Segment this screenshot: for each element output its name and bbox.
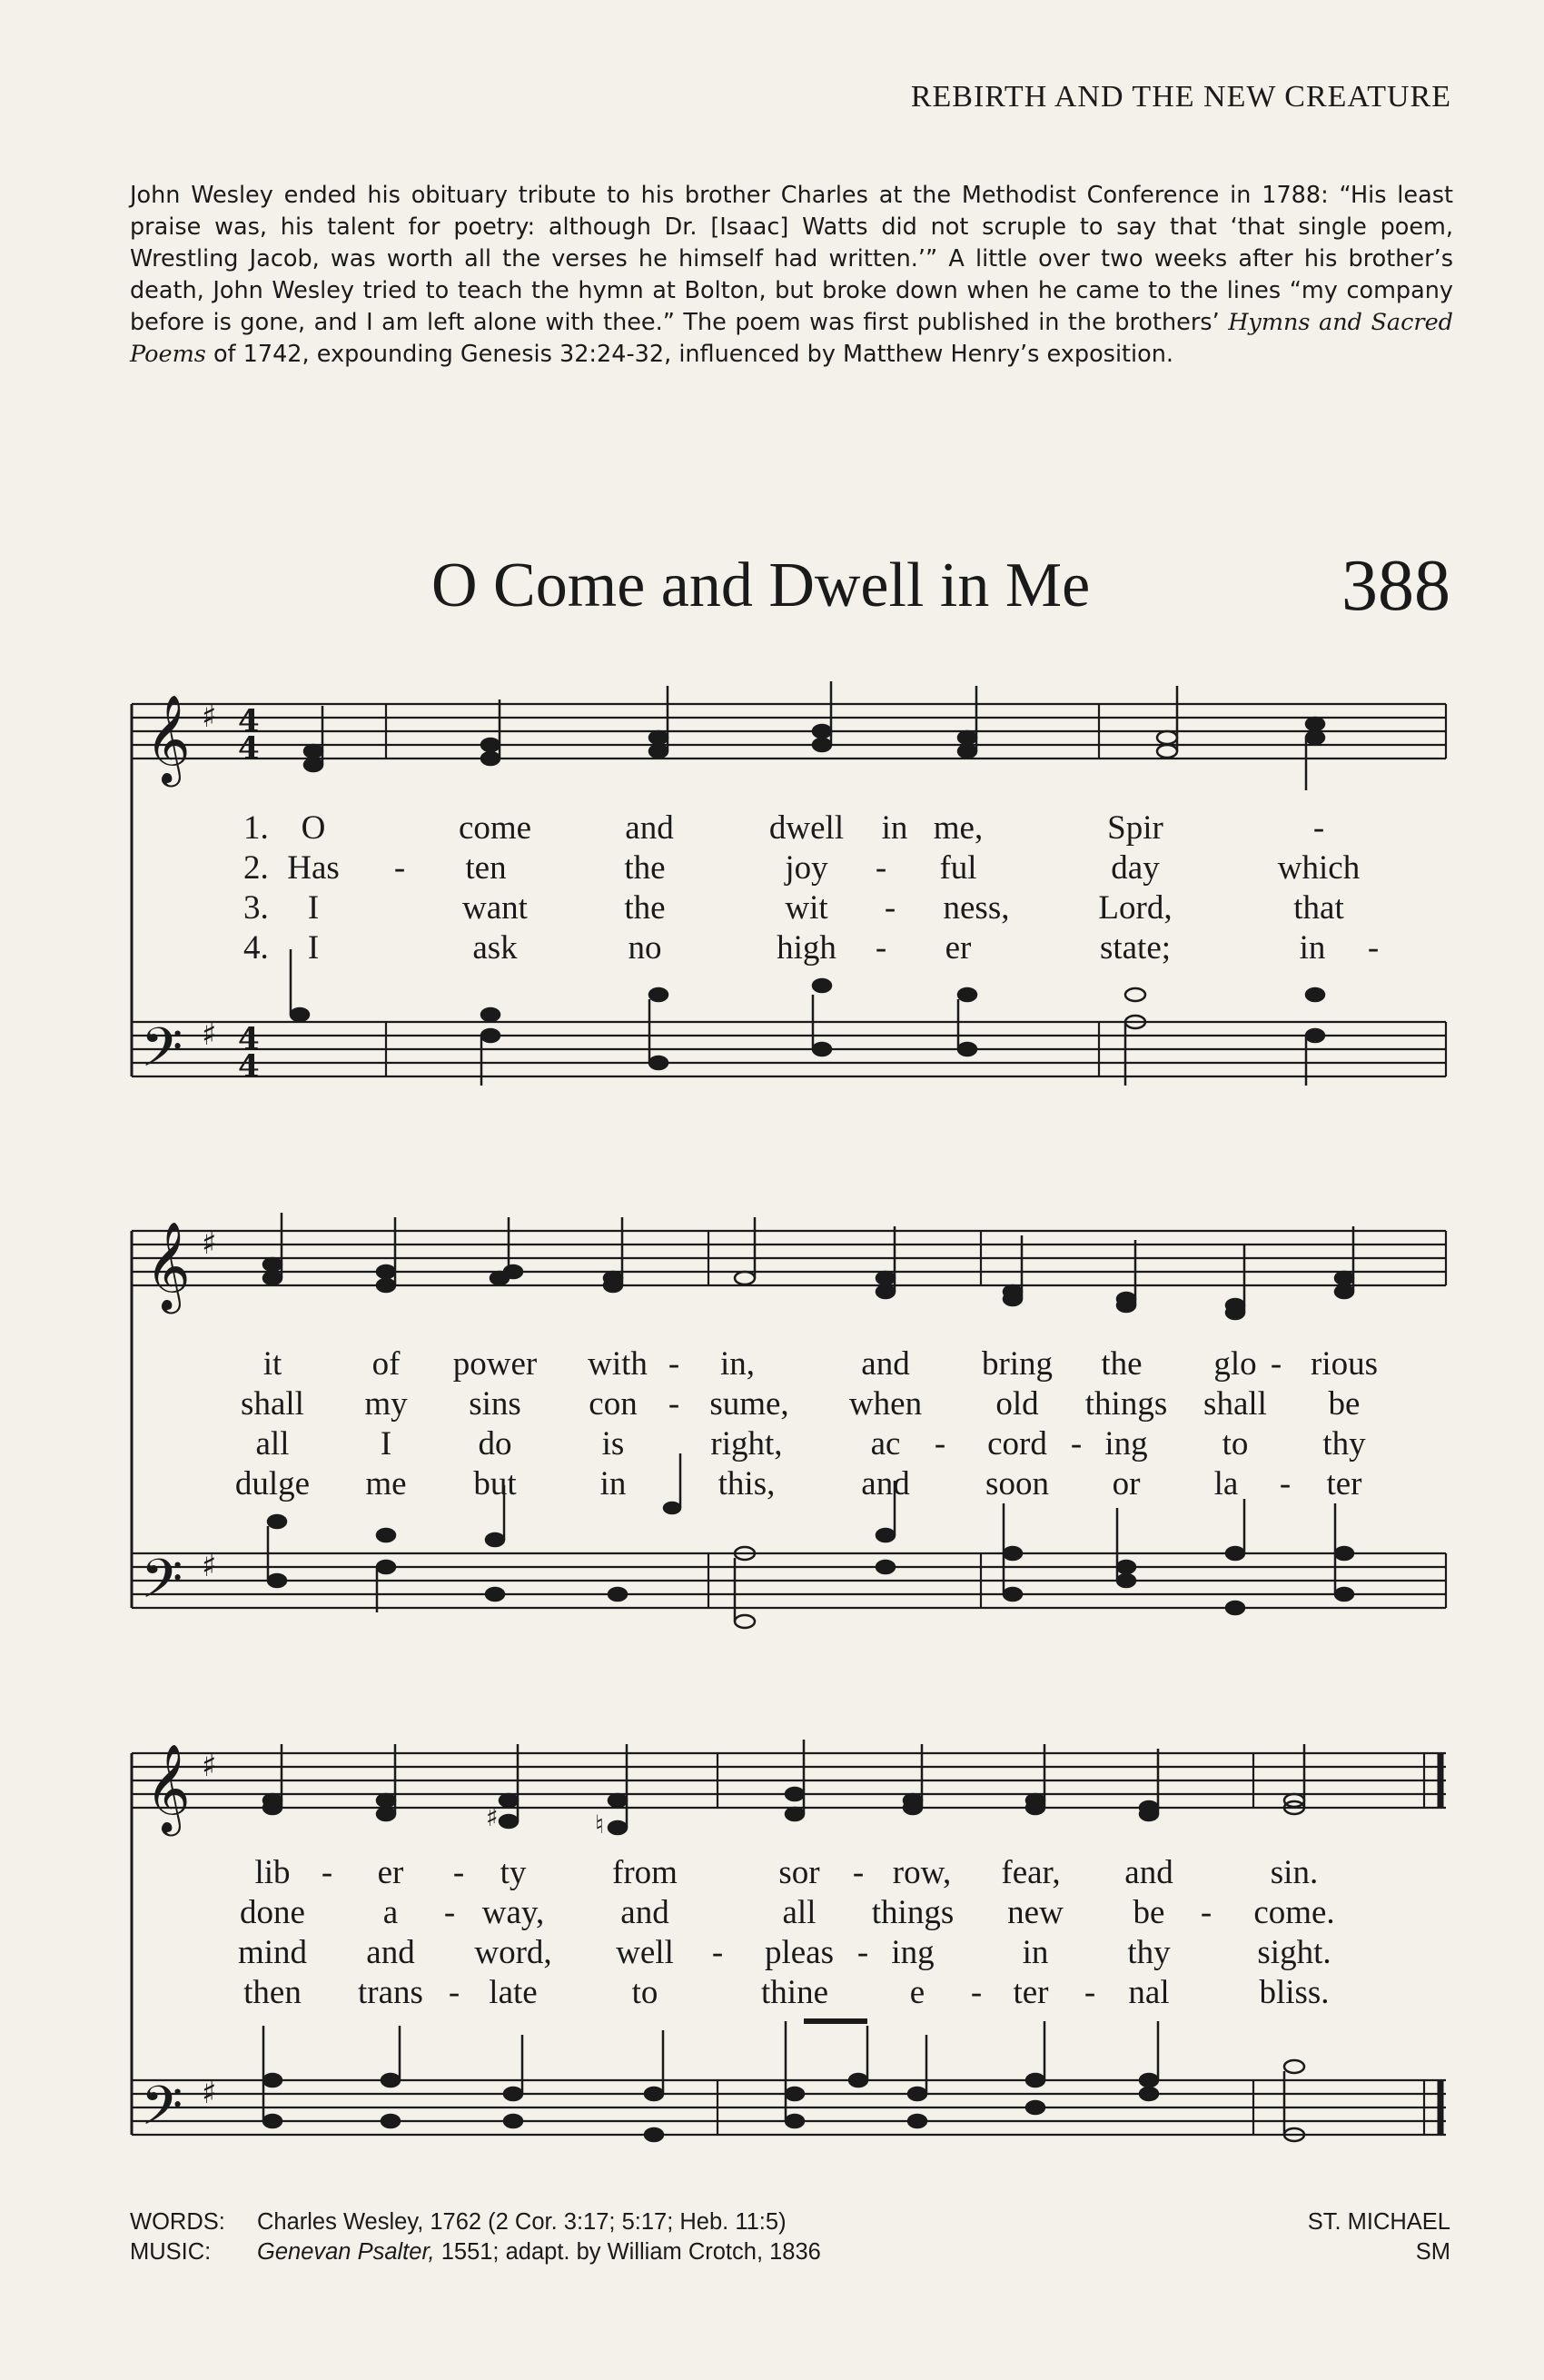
lyric-syllable: all — [782, 1894, 817, 1931]
lyric-syllable: ask — [472, 929, 518, 967]
lyric-hyphen: - — [1270, 1345, 1282, 1383]
lyric-syllable: ac — [870, 1425, 901, 1463]
lyric-syllable: sins — [469, 1385, 521, 1423]
credits-left — [130, 2207, 821, 2267]
lyric-syllable: word, — [474, 1934, 552, 1971]
hymn-title: O Come and Dwell in Me — [431, 550, 1091, 620]
intro-text-end: of 1742, expounding Genesis 32:24-32, influenced by Matthew Henry’s exposition. — [205, 341, 1173, 368]
lyric-syllable: be — [1133, 1894, 1165, 1931]
lyric-syllable: the — [1101, 1345, 1143, 1383]
lyric-syllable: er — [945, 929, 972, 967]
lyric-hyphen: - — [1312, 809, 1325, 847]
lyric-syllable: of — [371, 1345, 401, 1383]
lyric-syllable: sin. — [1270, 1854, 1319, 1891]
lyric-syllable: and — [625, 809, 674, 847]
lyric-syllable: ness, — [943, 889, 1010, 927]
lyric-syllable: in — [1022, 1934, 1049, 1971]
lyric-syllable: and — [861, 1465, 910, 1502]
lyric-hyphen: - — [852, 1854, 865, 1891]
meter: SM — [1415, 2239, 1450, 2265]
verse-number: 1. — [243, 809, 269, 847]
lyric-syllable: is — [601, 1425, 625, 1463]
lyric-syllable: right, — [710, 1425, 783, 1463]
lyric-syllable: bring — [981, 1345, 1054, 1383]
lyric-hyphen: - — [393, 849, 406, 887]
lyric-hyphen: - — [856, 1934, 869, 1971]
music-source: Genevan Psalter, — [257, 2239, 435, 2265]
lyric-syllable: ing — [891, 1934, 935, 1971]
lyric-syllable: trans — [358, 1974, 423, 2011]
lyric-syllable: or — [1112, 1465, 1141, 1502]
lyric-syllable: sight. — [1257, 1934, 1331, 1971]
svg-text:♯: ♯ — [202, 1748, 217, 1784]
lyric-syllable: well — [616, 1934, 674, 1971]
lyric-syllable: con — [589, 1385, 638, 1423]
lyric-syllable: all — [255, 1425, 290, 1463]
svg-text:♮: ♮ — [595, 1810, 605, 1840]
lyric-syllable: row, — [892, 1854, 952, 1891]
lyric-hyphen: - — [668, 1345, 680, 1383]
lyric-syllable: ter — [1326, 1465, 1362, 1502]
lyric-syllable: dulge — [234, 1465, 311, 1502]
lyric-syllable: state; — [1099, 929, 1172, 967]
svg-text:♯: ♯ — [202, 1016, 217, 1053]
verse-number: 4. — [243, 929, 269, 967]
lyric-syllable: which — [1277, 849, 1361, 887]
lyric-syllable: come — [458, 809, 532, 847]
svg-text:4: 4 — [238, 1021, 260, 1057]
svg-text:♯: ♯ — [202, 1225, 217, 1262]
svg-text:4: 4 — [238, 730, 260, 767]
lyric-syllable: I — [307, 929, 320, 967]
lyric-syllable: to — [1222, 1425, 1249, 1463]
svg-text:♯: ♯ — [202, 699, 217, 735]
lyric-syllable: shall — [1203, 1385, 1267, 1423]
lyric-syllable: my — [364, 1385, 408, 1423]
lyric-hyphen: - — [321, 1854, 333, 1891]
lyric-syllable: joy — [785, 849, 828, 887]
lyric-syllable: then — [243, 1974, 302, 2011]
lyric-syllable: ful — [939, 849, 977, 887]
words-label: WORDS: — [130, 2209, 225, 2235]
lyric-hyphen: - — [970, 1974, 983, 2011]
lyric-syllable: but — [473, 1465, 517, 1502]
svg-text:♯: ♯ — [486, 1802, 499, 1832]
lyric-syllable: be — [1328, 1385, 1361, 1423]
lyric-syllable: pleas — [764, 1934, 835, 1971]
lyric-syllable: shall — [241, 1385, 304, 1423]
lyric-syllable: sume, — [709, 1385, 789, 1423]
lyric-syllable: way, — [481, 1894, 545, 1931]
lyric-syllable: Spir — [1107, 809, 1163, 847]
tune-name: ST. MICHAEL — [1307, 2209, 1450, 2235]
svg-text:♯: ♯ — [202, 1548, 217, 1584]
lyric-syllable: things — [1084, 1385, 1168, 1423]
lyric-syllable: I — [380, 1425, 392, 1463]
hymn-number: 388 — [1341, 546, 1450, 626]
lyric-syllable: when — [848, 1385, 923, 1423]
intro-paragraph — [130, 180, 1453, 371]
lyric-hyphen: - — [875, 929, 887, 967]
lyric-syllable: and — [861, 1345, 910, 1383]
lyric-syllable: the — [624, 849, 666, 887]
lyric-syllable: la — [1213, 1465, 1239, 1502]
lyric-syllable: in — [599, 1465, 627, 1502]
lyric-syllable: ing — [1104, 1425, 1148, 1463]
lyric-hyphen: - — [668, 1385, 680, 1423]
lyric-syllable: soon — [985, 1465, 1049, 1502]
music-credit: 1551; adapt. by William Crotch, 1836 — [434, 2239, 821, 2265]
lyric-syllable: do — [478, 1425, 512, 1463]
intro-book-title: Hymns and Sacred Poems — [130, 309, 1453, 368]
svg-text:𝄢: 𝄢 — [141, 1547, 183, 1623]
verse-number: 2. — [243, 849, 269, 887]
lyric-hyphen: - — [1367, 929, 1380, 967]
svg-text:𝄞: 𝄞 — [145, 1743, 191, 1832]
lyric-syllable: I — [307, 889, 320, 927]
lyric-syllable: er — [377, 1854, 404, 1891]
lyric-syllable: glo — [1213, 1345, 1257, 1383]
lyric-syllable: mind — [237, 1934, 308, 1971]
verse-number: 3. — [243, 889, 269, 927]
lyric-syllable: no — [628, 929, 662, 967]
music-label: MUSIC: — [130, 2239, 212, 2265]
lyric-hyphen: - — [1200, 1894, 1212, 1931]
lyric-syllable: e — [909, 1974, 925, 2011]
lyric-syllable: bliss. — [1259, 1974, 1330, 2011]
lyric-syllable: a — [382, 1894, 399, 1931]
lyric-hyphen: - — [875, 849, 887, 887]
lyric-syllable: thy — [1127, 1934, 1171, 1971]
lyric-syllable: cord — [987, 1425, 1047, 1463]
svg-text:♯: ♯ — [202, 2075, 217, 2111]
lyric-syllable: and — [1124, 1854, 1173, 1891]
words-credit: Charles Wesley, 1762 (2 Cor. 3:17; 5:17; Heb. 11:5) — [257, 2209, 787, 2235]
lyric-hyphen: - — [448, 1974, 460, 2011]
lyric-syllable: it — [262, 1345, 282, 1383]
lyric-syllable: thy — [1322, 1425, 1366, 1463]
lyric-syllable: wit — [785, 889, 828, 927]
svg-text:4: 4 — [238, 1048, 260, 1085]
lyric-syllable: rious — [1311, 1345, 1378, 1383]
lyric-syllable: high — [777, 929, 836, 967]
lyric-syllable: come. — [1253, 1894, 1335, 1931]
lyric-syllable: late — [489, 1974, 538, 2011]
lyric-syllable: done — [240, 1894, 305, 1931]
lyric-syllable: day — [1111, 849, 1160, 887]
lyric-syllable: in — [1299, 929, 1326, 967]
lyric-syllable: O — [301, 809, 326, 847]
lyric-syllable: this, — [718, 1465, 776, 1502]
lyric-syllable: thine — [761, 1974, 828, 2011]
lyric-syllable: sor — [778, 1854, 820, 1891]
lyric-syllable: in, — [719, 1345, 756, 1383]
svg-text:4: 4 — [238, 703, 260, 739]
lyric-hyphen: - — [1070, 1425, 1083, 1463]
lyric-syllable: and — [366, 1934, 415, 1971]
lyric-hyphen: - — [443, 1894, 456, 1931]
lyric-syllable: new — [1007, 1894, 1064, 1931]
lyric-syllable: Has — [287, 849, 340, 887]
lyric-syllable: me, — [933, 809, 984, 847]
running-head: REBIRTH AND THE NEW CREATURE — [910, 80, 1451, 114]
lyric-syllable: fear, — [1001, 1854, 1061, 1891]
intro-text: John Wesley ended his obituary tribute to his brother Charles at the Methodist Conference in 1788: “His least praise was, his talent for poetry: although Dr. [Isaac] Watts did not scruple to say that ‘that single poem, Wrestling Jacob, was worth all the verses he himself had written.’” A little over two weeks after his brother’s death, John Wesley tried to teach the hymn at Bolton, but broke down when he came to the lines “my company before is gone, and I am left alone with thee.” The poem was first published in the brothers’ — [130, 182, 1453, 336]
lyric-hyphen: - — [452, 1854, 465, 1891]
lyric-syllable: power — [452, 1345, 538, 1383]
lyric-syllable: ten — [465, 849, 507, 887]
svg-text:𝄢: 𝄢 — [141, 1016, 183, 1092]
lyric-hyphen: - — [1279, 1465, 1292, 1502]
lyric-syllable: me — [365, 1465, 407, 1502]
lyric-syllable: that — [1293, 889, 1344, 927]
svg-text:𝄞: 𝄞 — [145, 694, 191, 783]
lyric-syllable: the — [624, 889, 666, 927]
lyric-syllable: to — [631, 1974, 658, 2011]
lyric-syllable: in — [881, 809, 908, 847]
lyric-syllable: things — [871, 1894, 955, 1931]
svg-text:𝄢: 𝄢 — [141, 2074, 183, 2150]
svg-text:𝄞: 𝄞 — [145, 1221, 191, 1310]
lyric-syllable: ty — [500, 1854, 527, 1891]
lyric-hyphen: - — [1084, 1974, 1096, 2011]
lyric-hyphen: - — [711, 1934, 724, 1971]
lyric-syllable: and — [620, 1894, 669, 1931]
lyric-syllable: old — [995, 1385, 1039, 1423]
lyric-hyphen: - — [934, 1425, 946, 1463]
lyric-syllable: from — [612, 1854, 678, 1891]
lyric-syllable: nal — [1128, 1974, 1170, 2011]
lyric-syllable: ter — [1013, 1974, 1049, 2011]
lyric-syllable: dwell — [768, 809, 845, 847]
lyric-syllable: Lord, — [1098, 889, 1173, 927]
lyric-syllable: with — [588, 1345, 648, 1383]
credits-right — [1308, 2207, 1450, 2267]
lyric-syllable: want — [462, 889, 528, 927]
lyric-hyphen: - — [884, 889, 896, 927]
lyric-syllable: lib — [254, 1854, 291, 1891]
